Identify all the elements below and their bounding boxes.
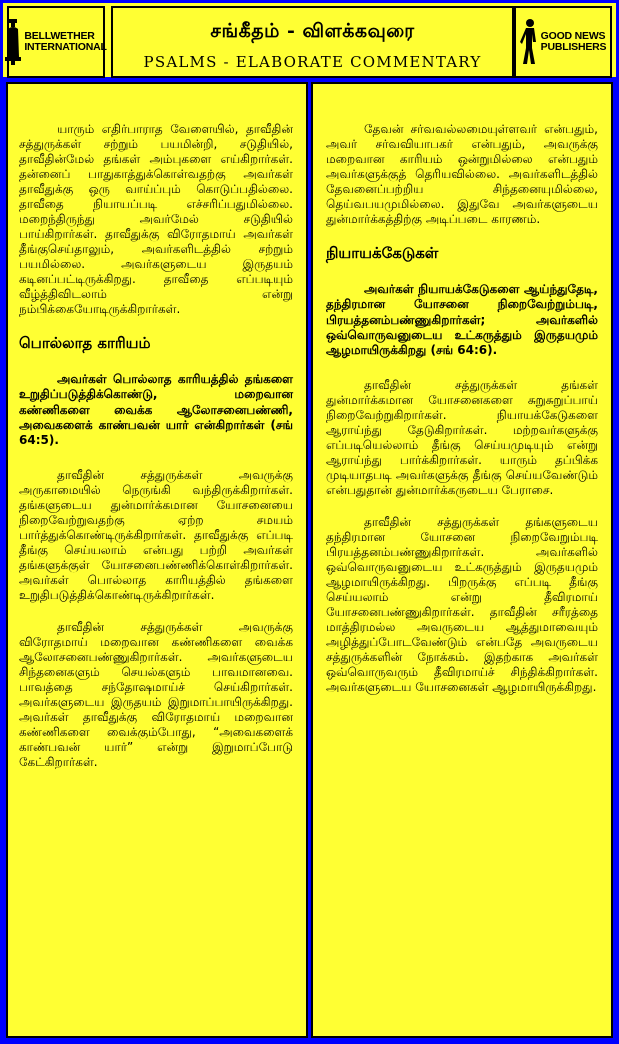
bell-icon — [5, 19, 21, 65]
title-tamil: சங்கீதம் - விளக்கவுரை — [210, 20, 415, 42]
paragraph: யாரும் எதிர்பாராத வேளையில், தாவீதின் சத்துருக்கள் சற்றும் பயமின்றி, சடுதியில், தாவீதின்மேல் தங்கள் அம்புகளை எய்கிறார்கள். தன்னைப் பாதுகாத்துக்கொள்வதற்கு அவர்கள் தாவீதுக்கு ஒரு வாய்ப்பும் கொடுப்பதில்லை. தாவீதை நியாயப்படி எச்சரிப்பதுமில்லை. மறைந்திருந்து அவர்மேல் சடுதியில் பாய்கிறார்கள். தாவீதுக்கு விரோதமாய் அவர்கள் தீங்குசெய்தாலும், அவர்களிடத்தில் சற்றும் பயமில்லை. அவர்களுடைய இருதயம் கடினப்பட்டிருக்கிறது. தாவீதை எப்படியும் வீழ்த்திவிடலாம் என்று நம்பிக்கையோடிருக்கிறார்கள். — [19, 122, 293, 316]
section-heading: நியாயக்கேடுகள் — [326, 244, 439, 262]
paragraph: தாவீதின் சத்துருக்கள் அவருக்கு அருகாமையில் நெருங்கி வந்திருக்கிறார்கள். தங்களுடைய துன்மார்க்கமான யோசனையை நிறைவேற்றுவதற்கு ஏற்ற சமயம் பார்த்துக்கொண்டிருக்கிறார்கள். தாவீதுக்கு எப்படி தீங்கு செய்யலாம் என்பது பற்றி அவர்கள் தங்களுக்குள் யோசனைபண்ணிக்கொள்கிறார்கள். அவர்கள் பொல்லாத காரியத்தில் தங்களை உறுதிபடுத்திக்கொண்டிருக்கிறார்கள். — [19, 468, 293, 603]
person-icon — [520, 18, 538, 66]
bellwether-logo — [7, 6, 105, 78]
verse-quote: அவர்கள் பொல்லாத காரியத்தில் தங்களை உறுதிப்படுத்திக்கொண்டு, மறைவான கண்ணிகளை வைக்க ஆலோசனைபண்ணி, அவைகளைக் காண்பவன் யார் என்கிறார்கள் (சங் 64:5). — [19, 372, 293, 448]
good-news-logo — [514, 6, 612, 78]
paragraph: தாவீதின் சத்துருக்கள் தங்கள் துன்மார்க்கமான யோசனைகளை சுறுசுறுப்பாய் நிறைவேற்றுகிறார்கள். நியாயக்கேடுகளை ஆராய்ந்து தேடுகிறார்கள். மற்றவர்களுக்கு எப்படியெல்லாம் தீங்கு செய்யமுடியும் என்று ஆராய்ந்து பார்க்கிறார்கள். யாரும் தப்பிக்க முடியாதபடி அவர்களுக்கு தீங்கு செய்யவேண்டும் என்பதுதான் துன்மார்க்கருடைய பேராசை. — [326, 378, 598, 498]
verse-quote: அவர்கள் நியாயக்கேடுகளை ஆய்ந்துதேடி, தந்திரமான யோசனை நிறைவேற்றும்படி, பிரயத்தனம்பண்ணுகிறார்கள்; அவர்களில் ஒவ்வொருவனுடைய உட்கருத்தும் இருதயமும் ஆழமாயிருக்கிறது (சங் 64:6). — [326, 282, 598, 358]
logo-line-2: INTERNATIONAL — [24, 41, 107, 53]
page-header — [0, 0, 619, 80]
left-column — [6, 82, 308, 1038]
right-column — [311, 82, 613, 1038]
paragraph: தாவீதின் சத்துருக்கள் தங்களுடைய தந்திரமான யோசனை நிறைவேறும்படி பிரயத்தனம்பண்ணுகிறார்கள். அவர்களில் ஒவ்வொருவனுடைய உட்கருத்தும் இருதயமும் ஆழமாயிருக்கிறது. பிறருக்கு எப்படி தீங்கு செய்யலாம் என்று தீவிரமாய் யோசனைபண்ணுகிறார்கள். தாவீதின் சரீரத்தை மாத்திரமல்ல அவருடைய ஆத்துமாவையும் அழித்துப்போடவேண்டும் என்பதே அவருடைய சத்துருக்களின் நோக்கம். இதற்காக அவர்கள் ஒவ்வொருவரும் தீவிரமாய்ச் சிந்திக்கிறார்கள். அவர்களுடைய யோசனைகள் ஆழமாயிருக்கிறது. — [326, 515, 598, 695]
title-english: PSALMS - ELABORATE COMMENTARY — [143, 53, 482, 71]
paragraph: தாவீதின் சத்துருக்கள் அவருக்கு விரோதமாய் மறைவான கண்ணிகளை வைக்க ஆலோசனைபண்ணுகிறார்கள். அவர்களுடைய சிந்தனைகளும் செயல்களும் பாவமானவை. பாவத்தை சந்தோஷமாய்ச் செய்கிறார்கள். அவர்களுடைய இருதயம் இறுமாப்பாயிருக்கிறது. அவர்கள் தாவீதுக்கு விரோதமாய் மறைவான கண்ணிகளை வைக்கும்போது, “அவைகளைக் காண்பவன் யார்” என்று இறுமாப்போடு கேட்கிறார்கள். — [19, 620, 293, 770]
logo-line-2: PUBLISHERS — [540, 41, 607, 53]
section-heading: பொல்லாத காரியம் — [19, 334, 151, 352]
logo-line-1: BELLWETHER — [24, 30, 95, 42]
title-box — [111, 6, 514, 78]
paragraph: தேவன் சர்வவல்லமையுள்ளவர் என்பதும், அவர் சர்வவியாபகர் என்பதும், அவருக்கு மறைவான காரியம் ஒன்றுமில்லை என்பதும் அவர்களுக்குத் தெரியவில்லை. அவர்களிடத்தில் தேவனைப்பற்றிய சிந்தனையுமில்லை, தெய்வபயமுமில்லை. இதுவே அவர்களுடைய துன்மார்க்கத்திற்கு அடிப்படை காரணம். — [326, 122, 598, 226]
logo-line-1: GOOD NEWS — [540, 30, 606, 42]
